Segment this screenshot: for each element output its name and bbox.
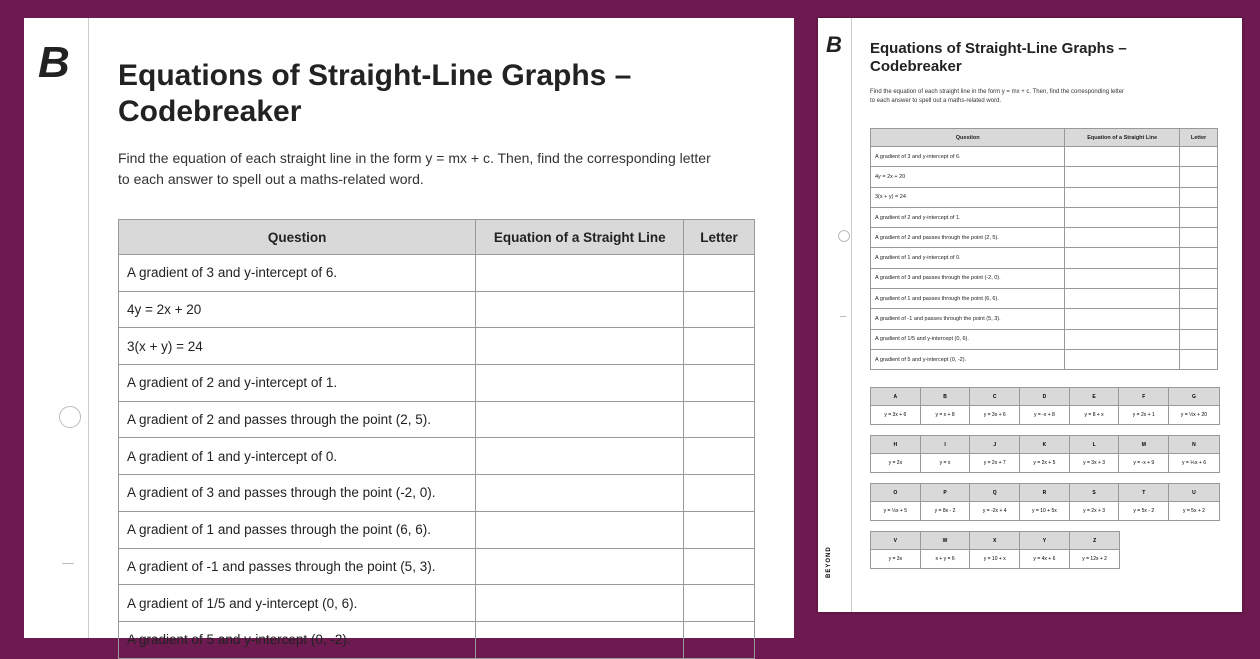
code-equation: y = 10 + 5x [1032,508,1057,514]
table-row [871,147,1218,167]
code-equation: y = 12x + 2 [1082,556,1107,562]
equation-answer-cell[interactable] [1065,228,1180,248]
beyond-logo: B [38,38,70,87]
code-cell [921,388,971,424]
punch-hole [59,406,81,428]
letter-answer-cell[interactable] [1180,187,1218,207]
code-block [870,531,1120,569]
question-cell: A gradient of 2 and y-intercept of 1. [119,365,476,402]
question-cell: 4y = 2x + 20 [119,291,476,328]
table-row [119,548,755,585]
code-equation: y = 2x [888,460,903,466]
letter-answer-cell[interactable] [684,475,755,512]
code-equation: y = 5x - 2 [1133,508,1155,514]
question-cell: A gradient of 1 and y-intercept of 0. [871,248,1065,268]
question-cell: A gradient of 1 and passes through the point (6, 6). [871,289,1065,309]
letter-answer-cell[interactable] [1180,329,1218,349]
code-cell [1020,436,1070,472]
code-cell [1070,436,1120,472]
letter-answer-cell[interactable] [684,438,755,475]
header-row [119,220,755,255]
code-equation: y = 5x + 2 [1182,508,1205,514]
equation-answer-cell[interactable] [1065,289,1180,309]
table-row [119,621,755,658]
table-row [871,228,1218,248]
letter-answer-cell[interactable] [1180,207,1218,227]
equation-answer-cell[interactable] [1065,309,1180,329]
equation-answer-cell[interactable] [1065,268,1180,288]
code-letter: H [871,436,920,454]
code-letter: S [1070,484,1119,502]
table-row [119,255,755,292]
fold-mark [62,563,74,564]
question-cell: A gradient of 1 and passes through the point (6, 6). [119,511,476,548]
instructions [118,148,711,190]
code-equation: y = 8x - 2 [934,508,956,514]
code-equation: y = -x + 9 [1133,460,1155,466]
page-title [118,58,631,130]
table-row [871,289,1218,309]
letter-answer-cell[interactable] [1180,147,1218,167]
code-block [870,387,1220,425]
question-cell: A gradient of 3 and y-intercept of 6. [871,147,1065,167]
code-cell [1020,484,1070,520]
beyond-logo: B [826,32,842,57]
code-letter: I [921,436,970,454]
equation-answer-cell[interactable] [476,548,684,585]
code-equation: y = x [939,460,951,466]
code-letter: Z [1070,532,1120,550]
table-row [119,291,755,328]
table-row [871,349,1218,369]
code-letter: W [921,532,970,550]
letter-answer-cell[interactable] [1180,167,1218,187]
column-header: Letter [684,220,755,255]
code-cell [970,436,1020,472]
column-header: Question [871,129,1065,147]
code-cell [1119,484,1169,520]
page-title [870,40,1127,76]
table-row [119,365,755,402]
question-cell: A gradient of 2 and passes through the point (2, 5). [871,228,1065,248]
code-letter: T [1119,484,1168,502]
letter-answer-cell[interactable] [684,585,755,622]
equation-answer-cell[interactable] [476,365,684,402]
code-cell [1070,532,1120,568]
code-letter: U [1169,484,1219,502]
question-table [118,219,755,659]
brand-label: BEYOND [826,546,832,578]
code-equation: x + y = 6 [935,556,955,562]
title-line-2: Codebreaker [870,58,962,75]
question-cell: A gradient of 2 and y-intercept of 1. [871,207,1065,227]
code-cell [1020,532,1070,568]
table-row [119,475,755,512]
equation-answer-cell[interactable] [476,291,684,328]
title-line-2: Codebreaker [118,95,302,128]
table-row [871,268,1218,288]
letter-answer-cell[interactable] [1180,289,1218,309]
worksheet-page-large [24,18,794,648]
code-equation: y = 3x + 6 [884,412,907,418]
instructions [870,88,1124,106]
code-letter: Q [970,484,1019,502]
header-row [871,129,1218,147]
code-letter: E [1070,388,1119,406]
code-block [870,435,1220,473]
equation-answer-cell[interactable] [476,328,684,365]
column-header: Letter [1180,129,1218,147]
letter-answer-cell[interactable] [1180,349,1218,369]
question-cell: A gradient of 1/5 and y-intercept (0, 6). [871,329,1065,349]
table-row [119,328,755,365]
margin-line [851,18,852,612]
punch-hole [838,230,850,242]
code-cell [1169,388,1219,424]
code-letter: K [1020,436,1069,454]
table-row [871,309,1218,329]
equation-answer-cell[interactable] [476,255,684,292]
code-equation: y = 3x + 3 [1083,460,1106,466]
code-letter: G [1169,388,1219,406]
code-cell [1169,436,1219,472]
code-letter: Y [1020,532,1069,550]
intro-line-2: to each answer to spell out a maths-related word. [118,171,424,187]
equation-answer-cell[interactable] [476,511,684,548]
code-block [870,483,1220,521]
equation-answer-cell[interactable] [1065,207,1180,227]
code-cell [1119,436,1169,472]
question-cell: A gradient of 3 and passes through the point (-2, 0). [119,475,476,512]
code-equation: y = x + 8 [935,412,955,418]
question-table [870,128,1218,370]
letter-answer-cell[interactable] [684,511,755,548]
code-cell [1119,388,1169,424]
code-cell [1169,484,1219,520]
code-equation: y = 8 + x [1084,412,1104,418]
letter-answer-cell[interactable] [684,401,755,438]
code-letter: A [871,388,920,406]
code-equation: y = ½x + 20 [1180,412,1208,418]
question-cell: A gradient of 5 and y-intercept (0, -2). [871,349,1065,369]
question-cell: A gradient of 1 and y-intercept of 0. [119,438,476,475]
code-letter: N [1169,436,1219,454]
code-letter: J [970,436,1019,454]
question-cell: 3(x + y) = 24 [871,187,1065,207]
table-row [871,207,1218,227]
code-cell [871,436,921,472]
code-cell [970,484,1020,520]
code-cell [1070,484,1120,520]
equation-answer-cell[interactable] [476,585,684,622]
code-letter: R [1020,484,1069,502]
code-letter: P [921,484,970,502]
equation-answer-cell[interactable] [1065,329,1180,349]
letter-answer-cell[interactable] [684,255,755,292]
letter-answer-cell[interactable] [684,291,755,328]
question-cell: A gradient of 1/5 and y-intercept (0, 6). [119,585,476,622]
question-cell: A gradient of 5 and y-intercept (0, -2). [119,621,476,658]
code-equation: y = 4x + 6 [1033,556,1056,562]
question-cell: 4y = 2x + 20 [871,167,1065,187]
letter-answer-cell[interactable] [1180,248,1218,268]
code-equation: y = -2x + 4 [982,508,1007,514]
equation-answer-cell[interactable] [476,475,684,512]
code-letter: L [1070,436,1119,454]
letter-answer-cell[interactable] [684,548,755,585]
letter-answer-cell[interactable] [1180,309,1218,329]
equation-answer-cell[interactable] [1065,147,1180,167]
equation-answer-cell[interactable] [476,401,684,438]
code-grid [870,387,1218,579]
code-equation: y = 3x + 6 [983,412,1006,418]
intro-line-1: Find the equation of each straight line in the form y = mx + c. Then, find the corresponding letter [870,89,1125,95]
letter-answer-cell[interactable] [1180,228,1218,248]
code-cell [871,532,921,568]
letter-answer-cell[interactable] [684,328,755,365]
code-equation: y = ½x + 5 [883,508,908,514]
table-row [871,167,1218,187]
column-header: Question [119,220,476,255]
code-cell [970,532,1020,568]
code-letter: F [1119,388,1168,406]
code-cell [871,388,921,424]
equation-answer-cell[interactable] [1065,248,1180,268]
fold-mark [840,316,846,317]
table-row [871,329,1218,349]
table-row [119,438,755,475]
letter-answer-cell[interactable] [684,621,755,658]
code-equation: y = 2x + 3 [1083,508,1106,514]
equation-answer-cell[interactable] [1065,349,1180,369]
code-equation: y = 2x + 5 [1033,460,1056,466]
equation-answer-cell[interactable] [1065,187,1180,207]
question-cell: A gradient of -1 and passes through the point (5, 3). [871,309,1065,329]
code-letter: V [871,532,920,550]
code-cell [1070,388,1120,424]
column-header: Equation of a Straight Line [476,220,684,255]
code-cell [921,484,971,520]
intro-line-1: Find the equation of each straight line in the form y = mx + c. Then, find the corresponding letter [118,150,711,166]
table-row [119,585,755,622]
code-cell [921,532,971,568]
question-cell: A gradient of 3 and y-intercept of 6. [119,255,476,292]
code-equation: y = 2x + 1 [1132,412,1155,418]
code-equation: y = 10 + x [983,556,1006,562]
code-letter: O [871,484,920,502]
equation-answer-cell[interactable] [1065,167,1180,187]
margin-line [88,18,89,638]
code-equation: y = 3x [888,556,903,562]
title-line-1: Equations of Straight-Line Graphs – [118,59,632,92]
code-equation: y = 2x + 7 [983,460,1006,466]
equation-answer-cell[interactable] [476,621,684,658]
code-letter: D [1020,388,1069,406]
code-cell [871,484,921,520]
question-cell: A gradient of -1 and passes through the point (5, 3). [119,548,476,585]
equation-answer-cell[interactable] [476,438,684,475]
question-cell: A gradient of 2 and passes through the point (2, 5). [119,401,476,438]
code-letter: X [970,532,1019,550]
table-row [119,401,755,438]
code-letter: B [921,388,970,406]
letter-answer-cell[interactable] [684,365,755,402]
column-header: Equation of a Straight Line [1065,129,1180,147]
intro-line-2: to each answer to spell out a maths-related word. [870,98,1002,104]
code-cell [970,388,1020,424]
code-letter: C [970,388,1019,406]
code-cell [921,436,971,472]
table-row [871,187,1218,207]
title-line-1: Equations of Straight-Line Graphs – [870,40,1127,57]
question-cell: A gradient of 3 and passes through the point (-2, 0). [871,268,1065,288]
worksheet-page-small [818,18,1242,612]
question-cell: 3(x + y) = 24 [119,328,476,365]
code-equation: y = -x + 8 [1033,412,1055,418]
code-equation: y = ⅕x + 6 [1181,460,1206,466]
code-cell [1020,388,1070,424]
table-row [119,511,755,548]
table-row [871,248,1218,268]
letter-answer-cell[interactable] [1180,268,1218,288]
code-letter: M [1119,436,1168,454]
